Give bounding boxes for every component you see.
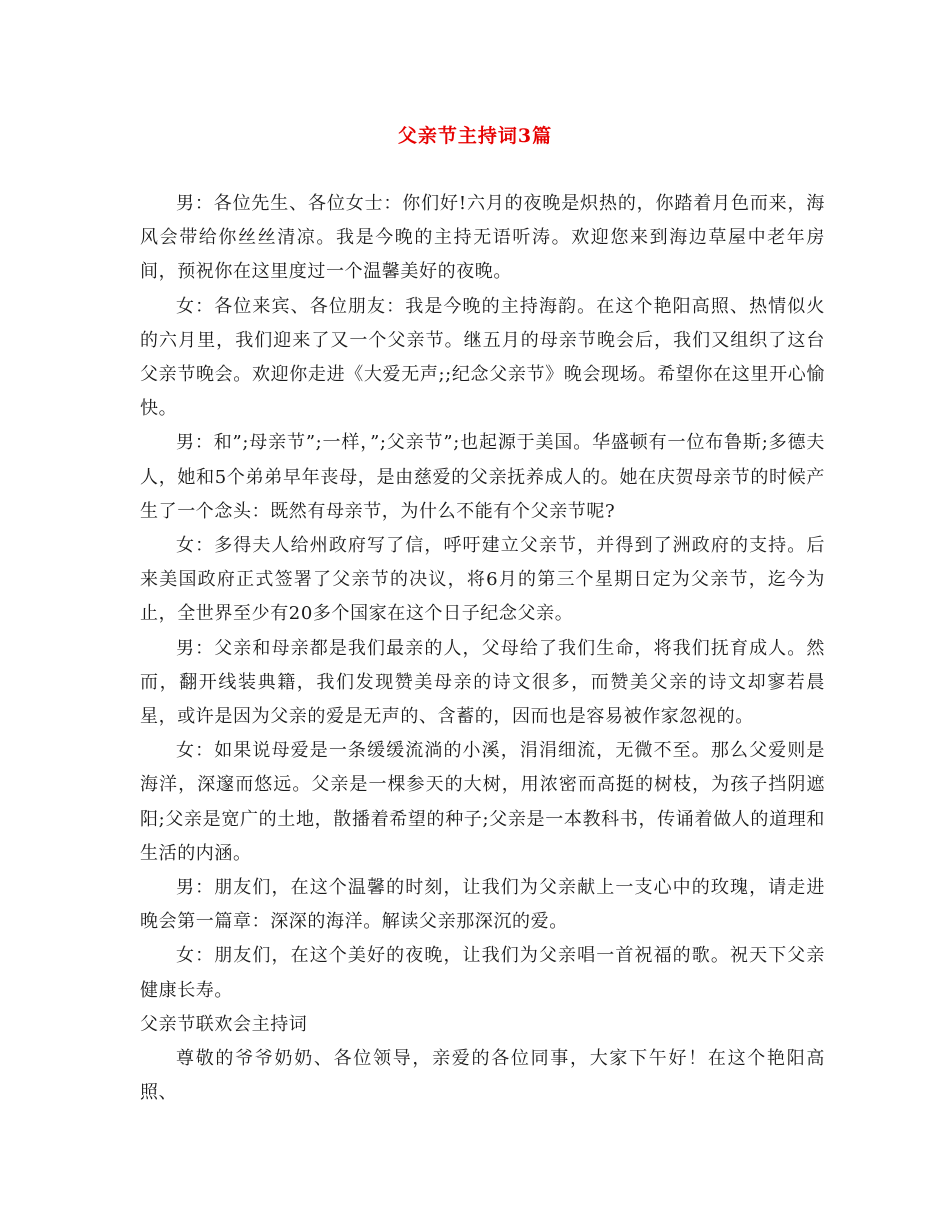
- paragraph-9: 尊敬的爷爷奶奶、各位领导，亲爱的各位同事，大家下午好！在这个艳阳高照、: [140, 1048, 825, 1104]
- document-title: 父亲节主持词3篇: [397, 125, 553, 147]
- section-heading: 父亲节联欢会主持词: [140, 1013, 308, 1035]
- document-body: [140, 187, 825, 1110]
- paragraph-4: 女：多得夫人给州政府写了信，呼吁建立父亲节，并得到了洲政府的支持。后来美国政府正式签署了父亲节的决议，将6月的第三个星期日定为父亲节，迄今为止，全世界至少有20多个国家在这个日子纪念父亲。: [140, 535, 825, 625]
- paragraph-6: 女：如果说母爱是一条缓缓流淌的小溪，涓涓细流，无微不至。那么父爱则是海洋，深邃而悠远。父亲是一棵参天的大树，用浓密而高挺的树枝，为孩子挡阴遮阳;父亲是宽广的土地，散播着希望的种子;父亲是一本教科书，传诵着做人的道理和生活的内涵。: [140, 740, 825, 864]
- paragraph-7: 男：朋友们，在这个温馨的时刻，让我们为父亲献上一支心中的玫瑰，请走进晚会第一篇章：深深的海洋。解读父亲那深沉的爱。: [140, 877, 825, 933]
- paragraph-8: 女：朋友们，在这个美好的夜晚，让我们为父亲唱一首祝福的歌。祝天下父亲健康长寿。: [140, 945, 825, 1001]
- paragraph-1: 男：各位先生、各位女士：你们好!六月的夜晚是炽热的，你踏着月色而来，海风会带给你丝丝清凉。我是今晚的主持无语听涛。欢迎您来到海边草屋中老年房间，预祝你在这里度过一个温馨美好的夜晚。: [140, 193, 825, 283]
- paragraph-5: 男：父亲和母亲都是我们最亲的人，父母给了我们生命，将我们抚育成人。然而，翻开线装典籍，我们发现赞美母亲的诗文很多，而赞美父亲的诗文却寥若晨星，或许是因为父亲的爱是无声的、含蓄的，因而也是容易被作家忽视的。: [140, 637, 825, 728]
- paragraph-3: 男：和”;母亲节”;一样，”;父亲节”;也起源于美国。华盛顿有一位布鲁斯;多德夫人，她和5个弟弟早年丧母，是由慈爱的父亲抚养成人的。她在庆贺母亲节的时候产生了一个念头：既然有母亲节，为什么不能有个父亲节呢?: [140, 432, 825, 522]
- paragraph-2: 女：各位来宾、各位朋友：我是今晚的主持海韵。在这个艳阳高照、热情似火的六月里，我们迎来了又一个父亲节。继五月的母亲节晚会后，我们又组织了这台父亲节晚会。欢迎你走进《大爱无声;;纪念父亲节》晚会现场。希望你在这里开心愉快。: [140, 295, 825, 420]
